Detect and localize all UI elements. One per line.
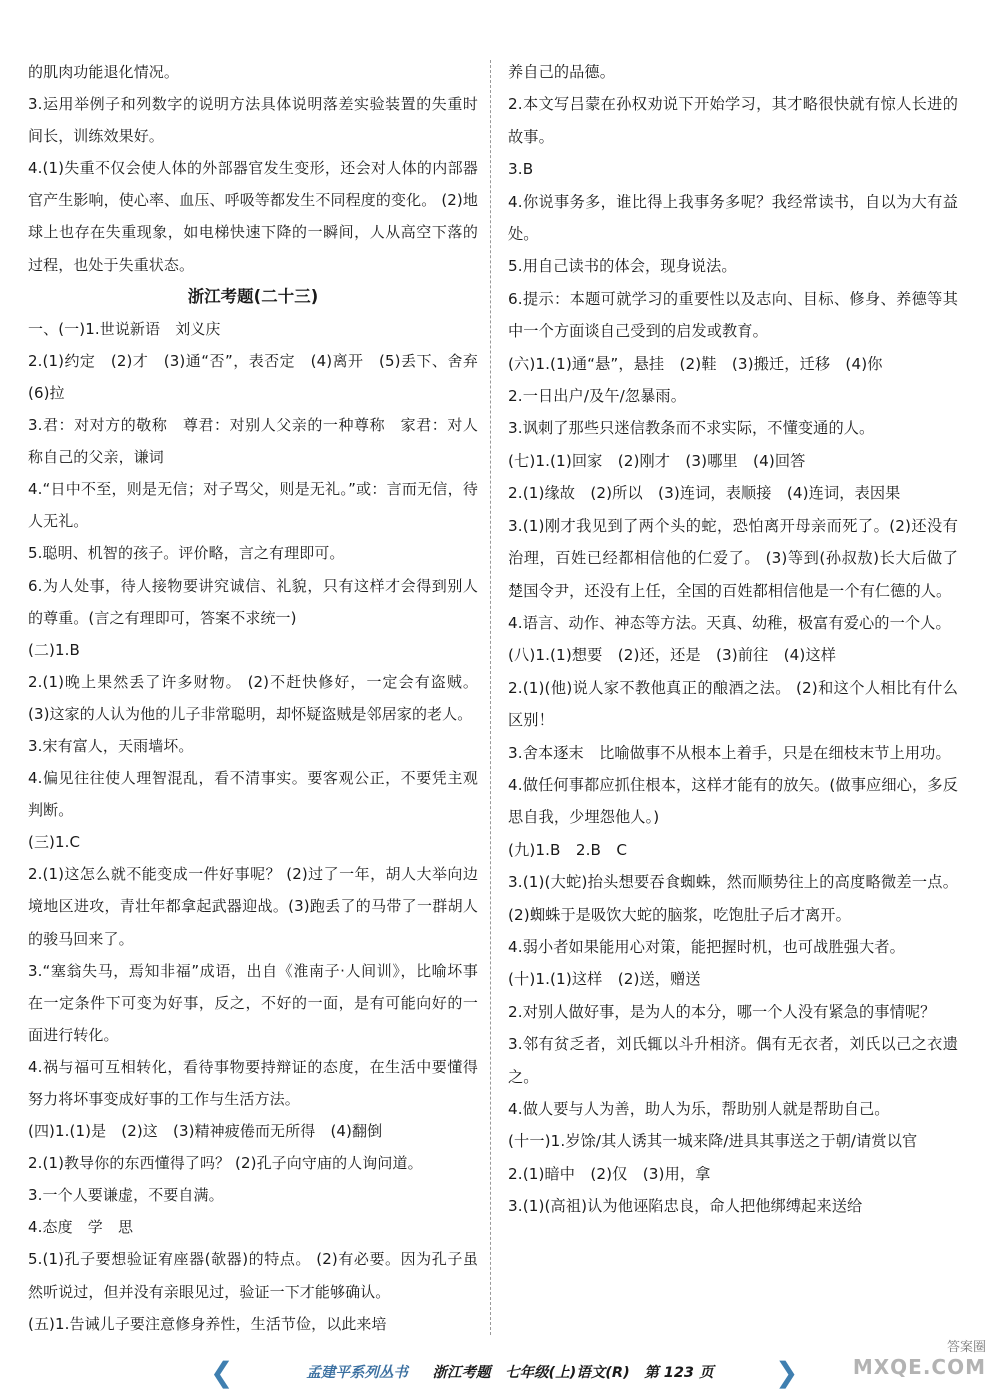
answer-paragraph: 4.你说事务多，谁比得上我事务多呢？我经常读书，自以为大有益处。 [508, 192, 958, 244]
answer-paragraph: (七)1.(1)回家 (2)刚才 (3)哪里 (4)回答 [508, 451, 806, 470]
answer-paragraph: 2.(1)这怎么就不能变成一件好事呢？ (2)过了一年，胡人大举向边境地区进攻，青壮年都拿起武器迎战。(3)跑丢了的马带了一群胡人的骏马回来了。 [28, 865, 478, 948]
answer-paragraph: 2.本文写吕蒙在孙权劝说下开始学习，其才略很快就有惊人长进的故事。 [508, 95, 958, 146]
answer-paragraph: (十一)1.岁馀/其人诱其一城来降/进具其事送之于朝/请赏以官 [508, 1132, 918, 1151]
answer-paragraph: 4.语言、动作、神态等方法。天真、幼稚，极富有爱心的一个人。 [508, 613, 951, 632]
answer-paragraph: 2.(1)缘故 (2)所以 (3)连词，表顺接 (4)连词，表因果 [508, 484, 901, 503]
footer-series: 孟建平系列丛书 [306, 1365, 408, 1381]
page-footer [0, 1358, 1000, 1388]
answer-paragraph: 2.(1)教导你的东西懂得了吗？ (2)孔子向守庙的人询问道。 [28, 1154, 423, 1173]
answer-paragraph: 3.B [508, 160, 534, 179]
answer-paragraph: 3.(1)刚才我见到了两个头的蛇，恐怕离开母亲而死了。(2)还没有治理，百姓已经都相信他的仁爱了。 (3)等到(孙叔敖)长大后做了楚国令尹，还没有上任，全国的百姓都相信他是一个有仁德的人。 [508, 516, 958, 600]
answer-paragraph: 的肌肉功能退化情况。 [28, 63, 180, 81]
left-column [28, 56, 494, 1340]
answer-paragraph: 6.为人处事，待人接物要讲究诚信、礼貌，只有这样才会得到别人的尊重。(言之有理即可，答案不求统一) [28, 576, 478, 627]
answer-paragraph: (四)1.(1)是 (2)这 (3)精神疲倦而无所得 (4)翻倒 [28, 1122, 383, 1141]
answer-paragraph: 3.(1)(大蛇)抬头想要吞食蜘蛛，然而顺势往上的高度略微差一点。 (2)蜘蛛于是吸饮大蛇的脑浆，吃饱肚子后才离开。 [508, 873, 958, 924]
answer-paragraph: 4.弱小者如果能用心对策，能把握时机，也可战胜强大者。 [508, 937, 905, 956]
answer-paragraph: (八)1.(1)想要 (2)还，还是 (3)前往 (4)这样 [508, 646, 837, 665]
answer-paragraph: 4.态度 学 思 [28, 1218, 134, 1237]
answer-paragraph: 2.(1)(他)说人家不教他真正的酿酒之法。 (2)和这个人相比有什么区别！ [508, 678, 958, 730]
answer-paragraph: 3.“塞翁失马，焉知非福”成语，出自《淮南子·人间训》，比喻坏事在一定条件下可变为好事，反之，不好的一面，是有可能向好的一面进行转化。 [28, 961, 478, 1044]
answer-paragraph: 3.运用举例子和列数字的说明方法具体说明落差实验装置的失重时间长，训练效果好。 [28, 95, 478, 146]
answer-paragraph: 2.对别人做好事，是为人的本分，哪一个人没有紧急的事情呢？ [508, 1002, 936, 1021]
answer-paragraph: (三)1.C [28, 833, 81, 852]
answer-paragraph: 5.用自己读书的体会，现身说法。 [508, 257, 737, 276]
watermark-line2: MXQE.COM [852, 1355, 986, 1379]
answer-paragraph: 2.(1)晚上果然丢了许多财物。 (2)不赶快修好，一定会有盗贼。 (3)这家的人认为他的儿子非常聪明，却怀疑盗贼是邻居家的老人。 [28, 672, 478, 723]
answer-paragraph: 3.邻有贫乏者，刘氏辄以斗升相济。偶有无衣者，刘氏以己之衣遗之。 [508, 1035, 958, 1086]
answer-paragraph: 3.君：对对方的敬称 尊君：对别人父亲的一种尊称 家君：对人称自己的父亲，谦词 [28, 416, 478, 467]
answer-paragraph: 4.(1)失重不仅会使人体的外部器官发生变形，还会对人体的内部器官产生影响，使心率、血压、呼吸等都发生不同程度的变化。 (2)地球上也存在失重现象，如电梯快速下降的一瞬间，人从高空下落的过程，也处于失重状态。 [28, 159, 478, 274]
answer-paragraph: (五)1.告诫儿子要注意修身养性，生活节俭，以此来培 [28, 1314, 387, 1333]
answer-paragraph: 2.(1)暗中 (2)仅 (3)用，拿 [508, 1164, 711, 1183]
answer-paragraph: 4.偏见往往使人理智混乱，看不清事实。要客观公正，不要凭主观判断。 [28, 769, 478, 820]
answer-paragraph: 2.(1)约定 (2)才 (3)通“否”，表否定 (4)离开 (5)丢下、舍弃 (6)拉 [28, 351, 494, 402]
answer-paragraph: 2.一日出户/及午/忽暴雨。 [508, 387, 686, 406]
answer-paragraph: 3.舍本逐末 比喻做事不从根本上着手，只是在细枝末节上用功。 [508, 743, 951, 762]
footer-title: 浙江考题 七年级(上)语文(R) 第 123 页 [432, 1365, 714, 1381]
footer-text [250, 1362, 770, 1384]
column-divider [490, 60, 491, 1335]
answer-paragraph: 3.一个人要谦虚，不要自满。 [28, 1186, 224, 1205]
answer-paragraph: (二)1.B [28, 640, 80, 659]
answer-paragraph: 一、(一)1.世说新语 刘义庆 [28, 319, 221, 338]
answer-paragraph: (十)1.(1)这样 (2)送，赠送 [508, 970, 701, 989]
answer-paragraph: (六)1.(1)通“悬”，悬挂 (2)鞋 (3)搬迁，迁移 (4)你 [508, 354, 883, 373]
answer-paragraph: 4.祸与福可互相转化，看待事物要持辩证的态度，在生活中要懂得努力将坏事变成好事的工作与生活方法。 [28, 1057, 478, 1108]
answer-paragraph: 3.宋有富人，天雨墙坏。 [28, 736, 194, 755]
answer-paragraph: 5.(1)孔子要想验证宥座器(欹器)的特点。 (2)有必要。因为孔子虽然听说过，但并没有亲眼见过，验证一下才能够确认。 [28, 1250, 478, 1301]
chevron-left-icon: ❮ [210, 1356, 234, 1389]
right-column [508, 56, 958, 1223]
answer-paragraph: 4.做任何事都应抓住根本，这样才能有的放矢。(做事应细心，多反思自我，少埋怨他人。) [508, 775, 958, 827]
answer-paragraph: 养自己的品德。 [508, 63, 616, 81]
answer-paragraph: 3.(1)(高祖)认为他诬陷忠良，命人把他绑缚起来送给 [508, 1197, 863, 1216]
answer-paragraph: 6.提示：本题可就学习的重要性以及志向、目标、修身、养德等其中一个方面谈自己受到的启发或教育。 [508, 289, 958, 341]
answer-paragraph: (九)1.B 2.B C [508, 840, 628, 859]
answer-paragraph: 5.聪明、机智的孩子。评价略，言之有理即可。 [28, 544, 345, 563]
section-heading: 浙江考题(二十三) [187, 286, 319, 306]
answer-paragraph: 3.讽刺了那些只迷信教条而不求实际，不懂变通的人。 [508, 419, 875, 438]
answer-paragraph: 4.做人要与人为善，助人为乐，帮助别人就是帮助自己。 [508, 1100, 890, 1118]
chevron-right-icon: ❯ [775, 1356, 799, 1389]
watermark-logo [853, 1336, 986, 1379]
watermark-line1: 答案圈 [946, 1340, 986, 1355]
answer-paragraph: 4.“日中不至，则是无信；对子骂父，则是无礼。”或：言而无信，待人无礼。 [28, 480, 478, 531]
